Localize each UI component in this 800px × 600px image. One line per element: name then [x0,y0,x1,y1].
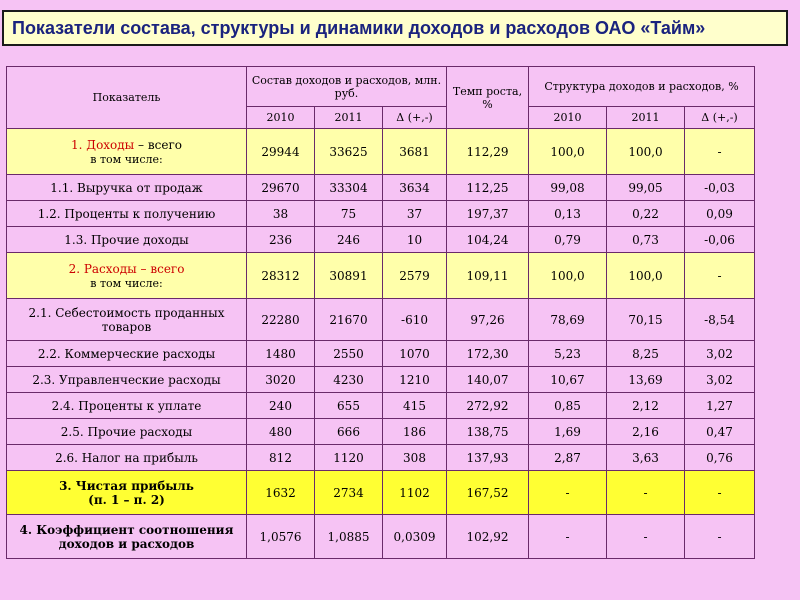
header-comp-2010: 2010 [247,107,315,129]
cell-2011: 33625 [315,129,383,175]
cell-s2011: 8,25 [607,341,685,367]
cell-s2010: 10,67 [529,367,607,393]
row-name: 2.6. Налог на прибыль [7,445,247,471]
cell-2010: 236 [247,227,315,253]
cell-s2010: - [529,471,607,515]
cell-2011: 2550 [315,341,383,367]
title-box [2,10,788,46]
row-name: 2.3. Управленческие расходы [7,367,247,393]
table-row [7,445,755,471]
cell-s2010: 100,0 [529,253,607,299]
header-comp-delta: Δ (+,-) [383,107,447,129]
cell-2010: 480 [247,419,315,445]
cell-growth: 104,24 [447,227,529,253]
header-struct-2011: 2011 [607,107,685,129]
cell-sdelta: 0,76 [685,445,755,471]
cell-growth: 172,30 [447,341,529,367]
row-name: 2. Расходы – всего в том числе: [7,253,247,299]
indicators-table [6,66,755,559]
cell-growth: 167,52 [447,471,529,515]
row-name: 2.4. Проценты к уплате [7,393,247,419]
cell-2011: 75 [315,201,383,227]
cell-2010: 1,0576 [247,515,315,559]
table-row [7,227,755,253]
cell-s2010: 100,0 [529,129,607,175]
table-row [7,129,755,175]
cell-s2010: 0,79 [529,227,607,253]
row-name: 1.2. Проценты к получению [7,201,247,227]
cell-s2011: 99,05 [607,175,685,201]
cell-delta: 37 [383,201,447,227]
row-name: 4. Коэффициент соотношения доходов и расходов [7,515,247,559]
cell-s2011: 3,63 [607,445,685,471]
table-row [7,471,755,515]
row-name: 2.1. Себестоимость проданных товаров [7,299,247,341]
cell-growth: 138,75 [447,419,529,445]
cell-2011: 655 [315,393,383,419]
cell-s2011: 2,12 [607,393,685,419]
cell-sdelta: 3,02 [685,341,755,367]
row-name: 2.2. Коммерческие расходы [7,341,247,367]
cell-delta: -610 [383,299,447,341]
cell-sdelta: -8,54 [685,299,755,341]
cell-delta: 3681 [383,129,447,175]
cell-s2011: - [607,515,685,559]
cell-2010: 29944 [247,129,315,175]
cell-2011: 666 [315,419,383,445]
cell-sdelta: 0,47 [685,419,755,445]
table-row [7,299,755,341]
cell-growth: 109,11 [447,253,529,299]
table-row [7,341,755,367]
row-name: 3. Чистая прибыль (п. 1 – п. 2) [7,471,247,515]
cell-delta: 1070 [383,341,447,367]
cell-delta: 186 [383,419,447,445]
cell-delta: 3634 [383,175,447,201]
table-row [7,515,755,559]
cell-s2011: 2,16 [607,419,685,445]
cell-growth: 140,07 [447,367,529,393]
header-struct-2010: 2010 [529,107,607,129]
cell-delta: 2579 [383,253,447,299]
page-title: Показатели состава, структуры и динамики доходов и расходов ОАО «Тайм» [12,17,706,38]
cell-s2011: - [607,471,685,515]
cell-s2011: 70,15 [607,299,685,341]
cell-2010: 1632 [247,471,315,515]
cell-s2010: 1,69 [529,419,607,445]
cell-s2010: 99,08 [529,175,607,201]
table-row [7,367,755,393]
cell-s2011: 0,73 [607,227,685,253]
header-composition: Состав доходов и расходов, млн. руб. [247,67,447,107]
cell-growth: 112,29 [447,129,529,175]
cell-growth: 197,37 [447,201,529,227]
cell-delta: 0,0309 [383,515,447,559]
cell-2010: 28312 [247,253,315,299]
cell-sdelta: -0,03 [685,175,755,201]
cell-s2011: 100,0 [607,253,685,299]
header-indicator: Показатель [7,67,247,129]
cell-growth: 112,25 [447,175,529,201]
cell-delta: 10 [383,227,447,253]
header-growth: Темп роста, % [447,67,529,129]
table-row [7,201,755,227]
cell-sdelta: - [685,515,755,559]
header-struct-delta: Δ (+,-) [685,107,755,129]
cell-sdelta: - [685,253,755,299]
cell-delta: 1102 [383,471,447,515]
cell-2010: 3020 [247,367,315,393]
cell-s2010: 2,87 [529,445,607,471]
table-row [7,393,755,419]
cell-growth: 102,92 [447,515,529,559]
cell-2011: 1120 [315,445,383,471]
cell-2010: 29670 [247,175,315,201]
cell-delta: 308 [383,445,447,471]
cell-2011: 1,0885 [315,515,383,559]
cell-2010: 22280 [247,299,315,341]
cell-s2010: 0,85 [529,393,607,419]
cell-sdelta: 0,09 [685,201,755,227]
cell-s2011: 100,0 [607,129,685,175]
cell-sdelta: 3,02 [685,367,755,393]
cell-delta: 1210 [383,367,447,393]
row-name: 2.5. Прочие расходы [7,419,247,445]
cell-2011: 2734 [315,471,383,515]
cell-growth: 272,92 [447,393,529,419]
cell-2010: 1480 [247,341,315,367]
cell-2010: 812 [247,445,315,471]
table-row [7,419,755,445]
cell-growth: 97,26 [447,299,529,341]
row-name: 1. Доходы – всего в том числе: [7,129,247,175]
cell-2011: 4230 [315,367,383,393]
table-row [7,253,755,299]
cell-2010: 38 [247,201,315,227]
header-comp-2011: 2011 [315,107,383,129]
table-row [7,175,755,201]
cell-2011: 33304 [315,175,383,201]
row-name: 1.1. Выручка от продаж [7,175,247,201]
cell-s2010: 0,13 [529,201,607,227]
cell-s2010: - [529,515,607,559]
cell-sdelta: -0,06 [685,227,755,253]
cell-s2010: 5,23 [529,341,607,367]
cell-s2011: 13,69 [607,367,685,393]
cell-delta: 415 [383,393,447,419]
cell-s2011: 0,22 [607,201,685,227]
cell-2011: 30891 [315,253,383,299]
cell-sdelta: - [685,129,755,175]
cell-sdelta: 1,27 [685,393,755,419]
cell-2011: 246 [315,227,383,253]
cell-2011: 21670 [315,299,383,341]
row-name: 1.3. Прочие доходы [7,227,247,253]
cell-growth: 137,93 [447,445,529,471]
cell-s2010: 78,69 [529,299,607,341]
header-structure: Структура доходов и расходов, % [529,67,755,107]
cell-sdelta: - [685,471,755,515]
cell-2010: 240 [247,393,315,419]
